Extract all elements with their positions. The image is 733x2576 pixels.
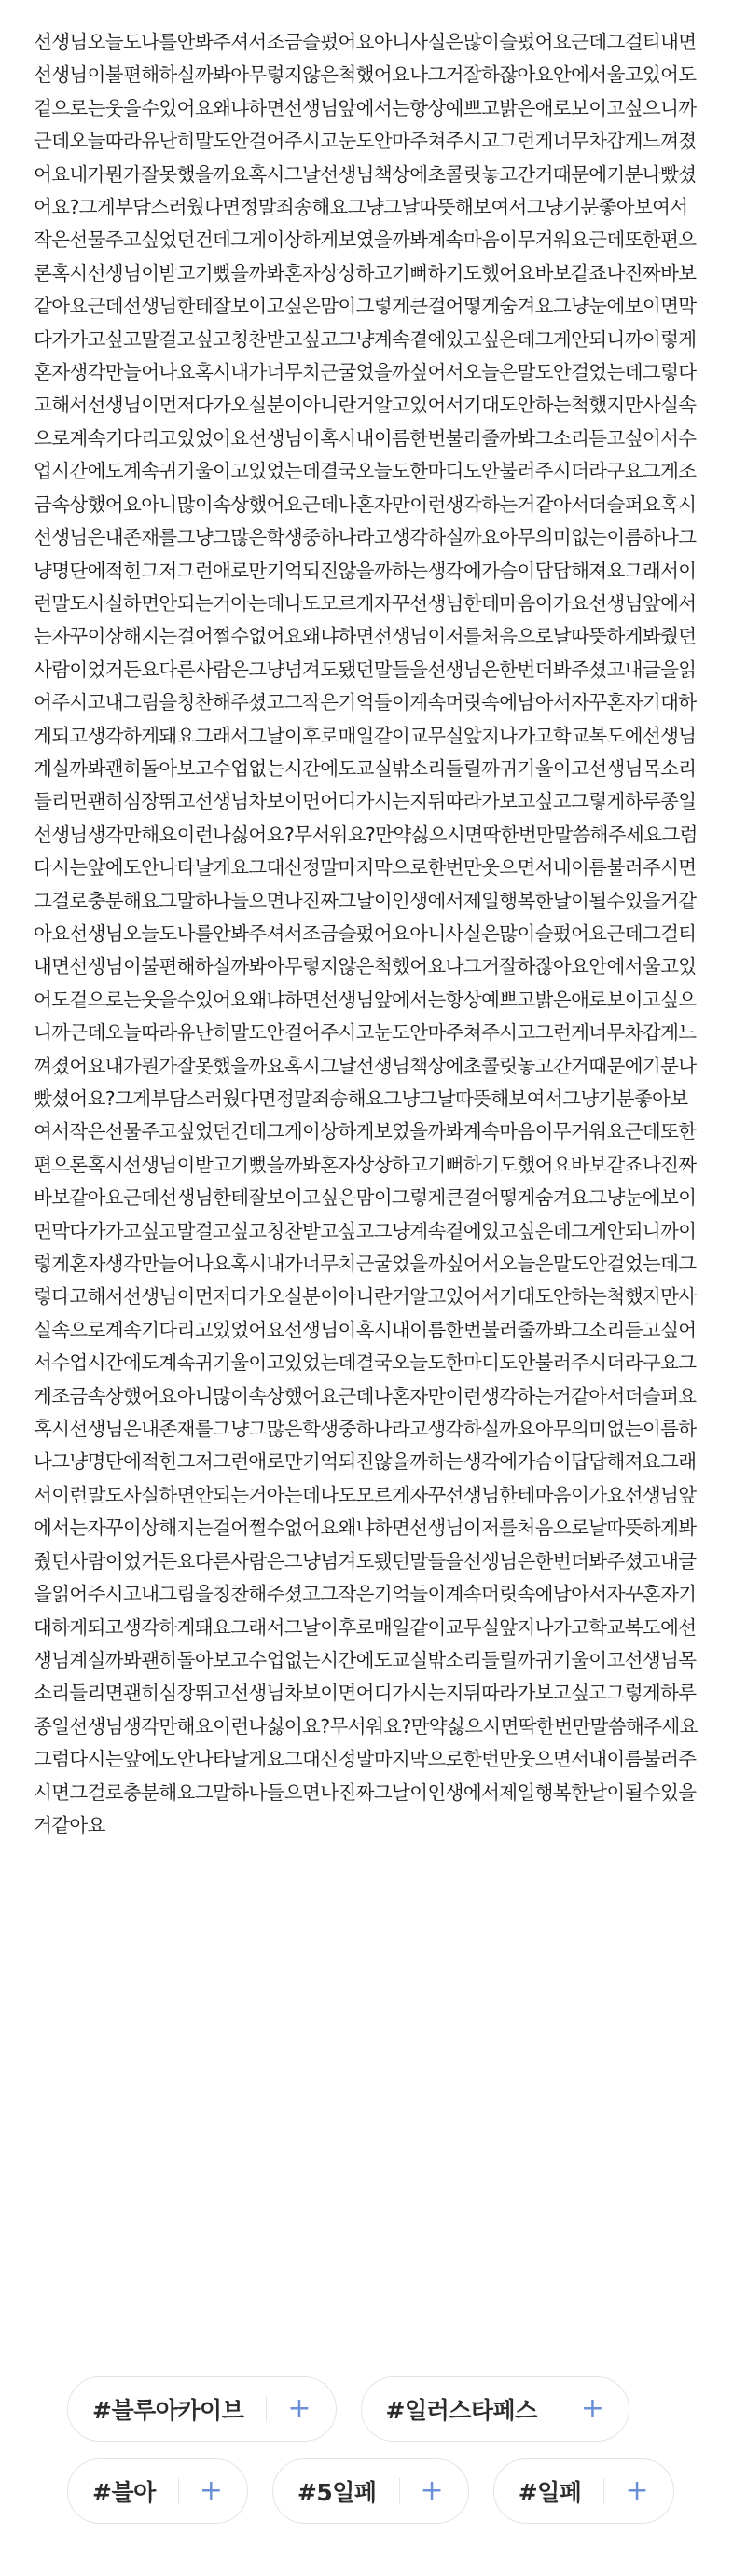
post-body-text: 선생님오늘도나를안봐주셔서조금슬펐어요아니사실은많이슬펐어요근데그걸티내면선생님이불편해하실까봐아무렇지않은척했어요나그거잘하잖아요안에서울고있어도겉으로는웃을수있어요왜냐하면선생님앞에서는항상예쁘고밝은애로보이고싶으니까근데오늘따라유난히말도안걸어주시고눈도안마주쳐주시고그런게너무차갑게느껴졌어요내가뭔가잘못했을까요혹시그날선생님책상에초콜릿놓고간거때문에기분나빴셨어요?그게부담스러웠다면정말죄송해요그냥그날따뜻해보여서그냥기분좋아보여서작은선물주고싶었던건데그게이상하게보였을까봐계속마음이무거워요근데또한편으론혹시선생님이받고기뻤을까봐혼자상상하고기뻐하기도했어요바보같죠나진짜바보같아요근데선생님한테잘보이고싶은맘이그렇게큰걸어떻게숨겨요그냥눈에보이면막다가가고싶고말걸고싶고칭찬받고싶고그냥계속곁에있고싶은데그게안되니까이렇게혼자생각만늘어나요혹시내가너무치근굴었을까싶어서오늘은말도안걸었는데그렇다고해서선생님이먼저다가오실분이아니란거알고있어서기대도안하는척했지만사실속으로계속기다리고있었어요선생님이혹시내이름한번불러줄까봐그소리듣고싶어서수업시간에도계속귀기울이고있었는데결국오늘도한마디도안불러주시더라구요그게조금속상했어요아니많이속상했어요근데나혼자만이런생각하는거같아서더슬퍼요혹시선생님은내존재를그냥그많은학생중하나라고생각하실까요아무의미없는이름하나그냥명단에적힌그저그런애로만기억되진않을까하는생각에가슴이답답해져요그래서이런말도사실하면안되는거아는데나도모르게자꾸선생님한테마음이가요선생님앞에서는자꾸이상해지는걸어쩔수없어요왜냐하면선생님이저를처음으로날따뜻하게봐줬던사람이었거든요다른사람은그냥넘겨도됐던말들을선생님은한번더봐주셨고내글을읽어주시고내그림을칭찬해주셨고그작은기억들이계속머릿속에남아서자꾸혼자기대하게되고생각하게돼요그래서그날이후로매일같이교무실앞지나가고학교복도에선생님계실까봐괜히돌아보고수업없는시간에도교실밖소리들릴까귀기울이고선생님목소리들리면괜히심장뛰고선생님차보이면어디가시는지뒤따라가보고싶고그렇게하루종일선생님생각만해요이런나싫어요?무서워요?만약싫으시면딱한번만말씀해주세요그럼다시는앞에도안나타날게요그대신정말마지막으로한번만웃으면서내이름불러주시면그걸로충분해요그말하나들으면나진짜그날이인생에서제일행복한날이될수있을거같아요선생님오늘도나를안봐주셔서조금슬펐어요아니사실은많이슬펐어요근데그걸티내면선생님이불편해하실까봐아무렇지않은척했어요나그거잘하잖아요안에서울고있어도겉으로는웃을수있어요왜냐하면선생님앞에서는항상예쁘고밝은애로보이고싶으니까근데오늘따라유난히말도안걸어주시고눈도안마주쳐주시고그런게너무차갑게느껴졌어요내가뭔가잘못했을까요혹시그날선생님책상에초콜릿놓고간거때문에기분나빴셨어요?그게부담스러웠다면정말죄송해요그냥그날따뜻해보여서그냥기분좋아보여서작은선물주고싶었던건데그게이상하게보였을까봐계속마음이무거워요근데또한편으론혹시선생님이받고기뻤을까봐혼자상상하고기뻐하기도했어요바보같죠나진짜바보같아요근데선생님한테잘보이고싶은맘이그렇게큰걸어떻게숨겨요그냥눈에보이면막다가가고싶고말걸고싶고칭찬받고싶고그냥계속곁에있고싶은데그게안되니까이렇게혼자생각만늘어나요혹시내가너무치근굴었을까싶어서오늘은말도안걸었는데그렇다고해서선생님이먼저다가오실분이아니란거알고있어서기대도안하는척했지만사실속으로계속기다리고있었어요선생님이혹시내이름한번불러줄까봐그소리듣고싶어서수업시간에도계속귀기울이고있었는데결국오늘도한마디도안불러주시더라구요그게조금속상했어요아니많이속상했어요근데나혼자만이런생각하는거같아서더슬퍼요혹시선생님은내존재를그냥그많은학생중하나라고생각하실까요아무의미없는이름하나그냥명단에적힌그저그런애로만기억되진않을까하는생각에가슴이답답해져요그래서이런말도사실하면안되는거아는데나도모르게자꾸선생님한테마음이가요선생님앞에서는자꾸이상해지는걸어쩔수없어요왜냐하면선생님이저를처음으로날따뜻하게봐줬던사람이었거든요다른사람은그냥넘겨도됐던말들을선생님은한번더봐주셨고내글을읽어주시고내그림을칭찬해주셨고그작은기억들이계속머릿속에남아서자꾸혼자기대하게되고생각하게돼요그래서그날이후로매일같이교무실앞지나가고학교복도에선생님계실까봐괜히돌아보고수업없는시간에도교실밖소리들릴까귀기울이고선생님목소리들리면괜히심장뛰고선생님차보이면어디가시는지뒤따라가보고싶고그렇게하루종일선생님생각만해요이런나싫어요?무서워요?만약싫으시면딱한번만말씀해주세요그럼다시는앞에도안나타날게요그대신정말마지막으로한번만웃으면서내이름불러주시면그걸로충분해요그말하나들으면나진짜그날이인생에서제일행복한날이될수있을거같아요 [34,31,698,1836]
tag-row [67,2376,701,2442]
plus-icon[interactable]: + [199,2474,223,2507]
tag-label[interactable]: #블아 [92,2479,156,2506]
plus-icon[interactable]: + [580,2392,604,2425]
tag-label[interactable]: #일러스타페스 [385,2397,537,2424]
plus-icon[interactable]: + [420,2474,444,2507]
tag-divider [399,2478,400,2504]
tag-row [67,2458,701,2524]
tag-label[interactable]: #5일페 [297,2479,377,2506]
tag-list [67,2376,701,2541]
tag-chip-5ilpe[interactable] [272,2458,469,2524]
tag-divider [266,2396,267,2422]
plus-icon[interactable]: + [287,2392,311,2425]
tag-divider [178,2478,179,2504]
tag-chip-illustafes[interactable] [361,2376,630,2442]
tag-label[interactable]: #블루아카이브 [92,2397,244,2424]
tag-chip-bua[interactable] [67,2458,248,2524]
tag-chip-ilpe[interactable] [493,2458,674,2524]
tag-divider [603,2478,604,2504]
tag-label[interactable]: #일페 [518,2479,582,2506]
plus-icon[interactable]: + [625,2474,649,2507]
tag-chip-bluearchive[interactable] [67,2376,337,2442]
